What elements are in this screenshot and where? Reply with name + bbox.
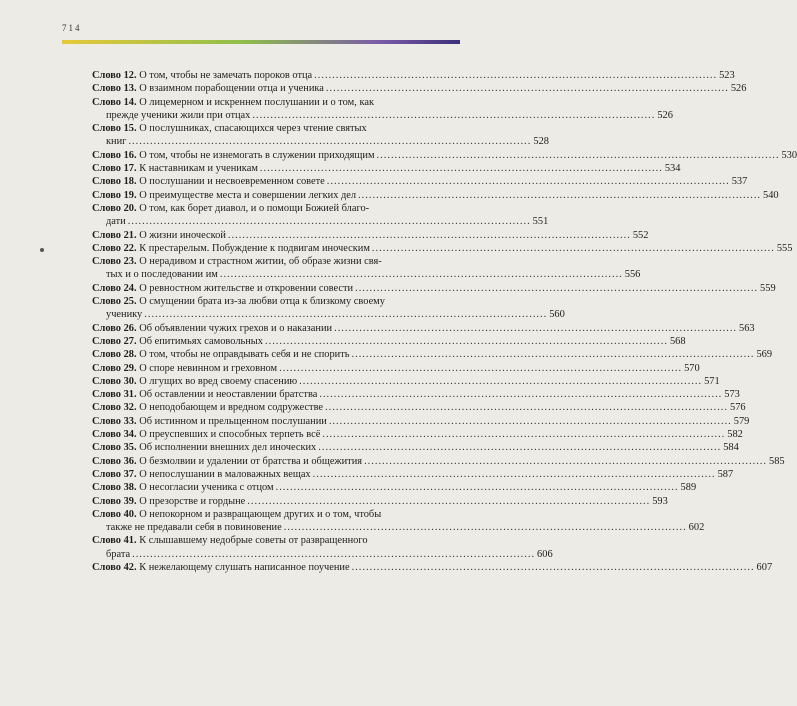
- toc-line: [92, 455, 785, 468]
- toc-entry-title: О смущении брата из-за любви отца к близкому своему: [139, 296, 385, 308]
- toc-entry-title: К нежелающему слушать написанное поучение: [139, 561, 350, 573]
- toc-entry-title: Об исполнении внешних дел иноческих: [139, 442, 317, 454]
- toc-entry: [92, 255, 641, 282]
- toc-entry: [92, 455, 785, 468]
- toc-entry: [92, 401, 746, 414]
- toc-entry-label: Слово 31.: [92, 389, 137, 401]
- toc-entry-title: Об епитимьях самовольных: [139, 335, 263, 347]
- toc-entry-title: О преимуществе места и совершении легких дел: [139, 189, 357, 201]
- toc-entry-title: О непослушании в маловажных вещах: [139, 468, 311, 480]
- toc-entry-title: Об объявлении чужих грехов и о наказании: [139, 322, 333, 334]
- toc-leader-dots: [358, 189, 761, 202]
- toc-entry-title: О безмолвии и удалении от братства и общежития: [139, 455, 363, 467]
- toc-entry: [92, 534, 553, 561]
- toc-entry-title: О несогласии ученика с отцом: [139, 482, 274, 494]
- toc-line: [92, 415, 750, 428]
- toc-leader-dots: [260, 162, 663, 175]
- toc-line: [92, 96, 460, 109]
- toc-entry: [92, 428, 743, 441]
- toc-leader-dots: [284, 521, 687, 534]
- toc-entry-page: 571: [704, 375, 720, 387]
- toc-entry: [92, 175, 748, 188]
- toc-leader-dots: [326, 82, 729, 95]
- toc-entry-page: 569: [756, 349, 773, 361]
- toc-line: [92, 308, 565, 321]
- toc-entry: [92, 229, 649, 242]
- toc-entry-label: Слово 30.: [92, 375, 137, 387]
- toc-entry-title: О преуспевших и способных терпеть всё: [139, 429, 321, 441]
- toc-entry-label: Слово 27.: [92, 335, 137, 347]
- toc-line: [92, 189, 779, 202]
- toc-line: [92, 468, 734, 481]
- toc-entry-page: 556: [624, 269, 641, 281]
- toc-entry-title: К слышавшему недобрые советы от развращенного: [139, 535, 368, 547]
- toc-entry-page: 573: [724, 389, 740, 401]
- toc-entry-page: 526: [657, 109, 673, 121]
- toc-leader-dots: [247, 495, 650, 508]
- toc-leader-dots: [329, 415, 732, 428]
- toc-entry: [92, 481, 697, 494]
- toc-entry-page: 585: [769, 455, 785, 467]
- toc-entry-page: 537: [731, 176, 748, 188]
- toc-line: [92, 348, 773, 361]
- toc-entry-label: Слово 24.: [92, 282, 137, 294]
- toc-entry-label: Слово 42.: [92, 561, 137, 573]
- toc-entry-page: 526: [730, 83, 747, 95]
- toc-entry-title: О лгущих во вред своему спасению: [139, 375, 298, 387]
- toc-line: [92, 362, 700, 375]
- header-rule: [62, 40, 460, 44]
- toc-line: [92, 441, 739, 454]
- toc-entry-label: Слово 13.: [92, 83, 137, 95]
- toc-leader-dots: [279, 362, 682, 375]
- toc-entry-continuation: прежде ученики жили при отцах: [106, 109, 251, 121]
- toc-line: [92, 534, 460, 547]
- toc-leader-dots: [377, 149, 780, 162]
- toc-entry-title: О том, как борет диавол, и о помощи Божией благо-: [139, 202, 370, 214]
- toc-line: [92, 401, 746, 414]
- toc-line: [92, 215, 549, 228]
- toc-leader-dots: [132, 548, 535, 561]
- toc-leader-dots: [228, 229, 631, 242]
- toc-entry-label: Слово 17.: [92, 163, 137, 175]
- toc-line: [92, 202, 460, 215]
- toc-line: [92, 109, 673, 122]
- toc-entry: [92, 282, 776, 295]
- toc-leader-dots: [327, 175, 730, 188]
- toc-leader-dots: [364, 455, 767, 468]
- toc-line: [92, 428, 743, 441]
- toc-entry-title: О взаимном порабощении отца и ученика: [139, 83, 324, 95]
- toc-leader-dots: [325, 401, 728, 414]
- toc-line: [92, 282, 776, 295]
- toc-entry: [92, 189, 779, 202]
- toc-entry: [92, 96, 673, 123]
- toc-entry-page: 551: [532, 216, 549, 228]
- toc-leader-dots: [319, 388, 722, 401]
- toc-leader-dots: [314, 69, 717, 82]
- toc-entry: [92, 441, 739, 454]
- toc-entry: [92, 69, 735, 82]
- toc-line: [92, 82, 747, 95]
- table-of-contents: [92, 69, 797, 574]
- toc-line: [92, 295, 460, 308]
- toc-entry-label: Слово 40.: [92, 508, 137, 520]
- toc-entry-page: 606: [537, 548, 553, 560]
- toc-entry-page: 530: [781, 149, 797, 161]
- toc-entry-page: 559: [760, 282, 776, 294]
- toc-entry: [92, 322, 755, 335]
- toc-entry: [92, 362, 700, 375]
- toc-line: [92, 521, 705, 534]
- toc-entry-title: О непокорном и развращающем других и о том, чтобы: [139, 508, 382, 520]
- toc-entry-title: О нерадивом и страстном житии, об образе жизни свя-: [139, 256, 382, 268]
- toc-entry-page: 607: [756, 561, 773, 573]
- toc-entry-page: 534: [664, 163, 681, 175]
- toc-leader-dots: [276, 481, 679, 494]
- toc-leader-dots: [322, 428, 725, 441]
- toc-line: [92, 495, 668, 508]
- toc-entry-title: О ревностном жительстве и откровении совести: [139, 282, 354, 294]
- toc-leader-dots: [355, 282, 758, 295]
- toc-entry-label: Слово 12.: [92, 70, 137, 81]
- toc-entry-title: О послушании и несвоевременном совете: [139, 176, 325, 188]
- toc-line: [92, 508, 460, 521]
- toc-entry-title: О споре невинном и греховном: [139, 362, 278, 374]
- toc-line: [92, 481, 697, 494]
- toc-entry-label: Слово 29.: [92, 362, 137, 374]
- toc-entry-label: Слово 37.: [92, 468, 137, 480]
- toc-entry-label: Слово 14.: [92, 96, 137, 108]
- toc-line: [92, 322, 755, 335]
- toc-line: [92, 135, 549, 148]
- toc-line: [92, 122, 460, 135]
- toc-entry-label: Слово 33.: [92, 415, 137, 427]
- toc-line: [92, 175, 748, 188]
- toc-leader-dots: [128, 215, 531, 228]
- toc-entry-page: 593: [652, 495, 668, 507]
- toc-entry-title: О послушниках, спасающихся через чтение святых: [139, 123, 367, 135]
- toc-entry: [92, 415, 750, 428]
- toc-leader-dots: [299, 375, 702, 388]
- toc-leader-dots: [318, 441, 721, 454]
- toc-leader-dots: [220, 268, 623, 281]
- toc-leader-dots: [265, 335, 668, 348]
- toc-entry-page: 579: [733, 415, 750, 427]
- toc-line: [92, 335, 686, 348]
- toc-entry-label: Слово 21.: [92, 229, 137, 241]
- toc-entry-title: О неподобающем и вредном содружестве: [139, 402, 324, 414]
- toc-entry-label: Слово 41.: [92, 535, 137, 547]
- toc-entry-label: Слово 15.: [92, 123, 137, 135]
- toc-entry-page: 568: [669, 335, 686, 347]
- toc-line: [92, 375, 720, 388]
- toc-entry: [92, 335, 686, 348]
- toc-entry-title: О жизни иноческой: [139, 229, 226, 241]
- toc-entry-continuation: дати: [106, 216, 126, 228]
- toc-entry-label: Слово 23.: [92, 256, 137, 268]
- toc-entry-page: 555: [776, 242, 793, 254]
- toc-entry-label: Слово 20.: [92, 202, 137, 214]
- toc-entry: [92, 388, 740, 401]
- toc-entry: [92, 508, 705, 535]
- toc-entry-page: 582: [727, 429, 743, 441]
- toc-entry: [92, 295, 565, 322]
- toc-entry-continuation: также не предавали себя в повиновение: [106, 522, 282, 534]
- toc-entry: [92, 149, 797, 162]
- toc-entry-page: 528: [533, 136, 549, 148]
- toc-entry-label: Слово 16.: [92, 149, 137, 161]
- toc-entry-page: 584: [723, 442, 739, 454]
- toc-entry-title: О лицемерном и искреннем послушании и о том, как: [139, 96, 375, 108]
- toc-entry: [92, 561, 773, 574]
- toc-leader-dots: [252, 109, 655, 122]
- toc-line: [92, 268, 641, 281]
- toc-entry-page: 602: [688, 522, 705, 534]
- toc-entry-continuation: тых и о последовании им: [106, 269, 218, 281]
- toc-entry-label: Слово 39.: [92, 495, 137, 507]
- toc-entry-title: Об оставлении и неоставлении братства: [139, 389, 318, 401]
- toc-entry-label: Слово 34.: [92, 429, 137, 441]
- toc-entry-page: 576: [730, 402, 746, 414]
- toc-leader-dots: [334, 322, 737, 335]
- toc-entry-title: О презорстве и гордыне: [139, 495, 246, 507]
- toc-entry: [92, 122, 549, 149]
- toc-line: [92, 229, 649, 242]
- toc-leader-dots: [352, 348, 755, 361]
- toc-entry: [92, 468, 734, 481]
- toc-leader-dots: [313, 468, 716, 481]
- toc-entry-label: Слово 18.: [92, 176, 137, 188]
- toc-entry: [92, 242, 793, 255]
- toc-entry: [92, 162, 681, 175]
- toc-entry-label: Слово 22.: [92, 242, 137, 254]
- toc-entry-label: Слово 35.: [92, 442, 137, 454]
- toc-entry-title: К престарелым. Побуждение к подвигам иноческим: [139, 242, 370, 254]
- toc-entry-page: 563: [739, 322, 755, 334]
- toc-entry-page: 587: [717, 468, 734, 480]
- toc-entry-title: О том, чтобы не изнемогать в служении приходящим: [139, 149, 375, 161]
- toc-entry-page: 552: [632, 229, 649, 241]
- toc-line: [92, 255, 460, 268]
- toc-leader-dots: [352, 561, 755, 574]
- toc-leader-dots: [372, 242, 775, 255]
- toc-entry-page: 540: [763, 189, 779, 201]
- toc-entry-continuation: ученику: [106, 309, 143, 321]
- toc-line: [92, 149, 797, 162]
- toc-entry: [92, 202, 549, 229]
- toc-line: [92, 561, 773, 574]
- toc-entry-label: Слово 38.: [92, 482, 137, 494]
- toc-entry-title: Об истинном и прельщенном послушании: [139, 415, 327, 427]
- toc-line: [92, 242, 793, 255]
- toc-entry-label: Слово 32.: [92, 402, 137, 414]
- toc-line: [92, 162, 681, 175]
- page-speck: [40, 248, 44, 252]
- toc-entry-continuation: книг: [106, 136, 127, 148]
- toc-entry: [92, 348, 773, 361]
- toc-entry-label: Слово 19.: [92, 189, 137, 201]
- toc-leader-dots: [128, 135, 531, 148]
- toc-line: [92, 69, 735, 82]
- toc-entry-label: Слово 25.: [92, 296, 137, 308]
- toc-entry-page: 560: [549, 309, 565, 321]
- toc-line: [92, 548, 553, 561]
- toc-entry: [92, 375, 720, 388]
- toc-entry-label: Слово 26.: [92, 322, 137, 334]
- toc-entry-title: О том, чтобы не оправдывать себя и не спорить: [139, 349, 350, 361]
- toc-entry-title: О том, чтобы не замечать пороков отца: [139, 70, 313, 81]
- toc-entry-label: Слово 36.: [92, 455, 137, 467]
- toc-line: [92, 388, 740, 401]
- toc-entry-continuation: брата: [106, 548, 131, 560]
- toc-entry-page: 589: [680, 482, 697, 494]
- toc-entry: [92, 82, 747, 95]
- toc-entry-page: 570: [684, 362, 700, 374]
- toc-entry: [92, 495, 668, 508]
- toc-entry-page: 523: [719, 70, 735, 81]
- page-number: 714: [62, 23, 82, 33]
- toc-leader-dots: [144, 308, 547, 321]
- toc-entry-title: К наставникам и ученикам: [139, 163, 258, 175]
- toc-entry-label: Слово 28.: [92, 349, 137, 361]
